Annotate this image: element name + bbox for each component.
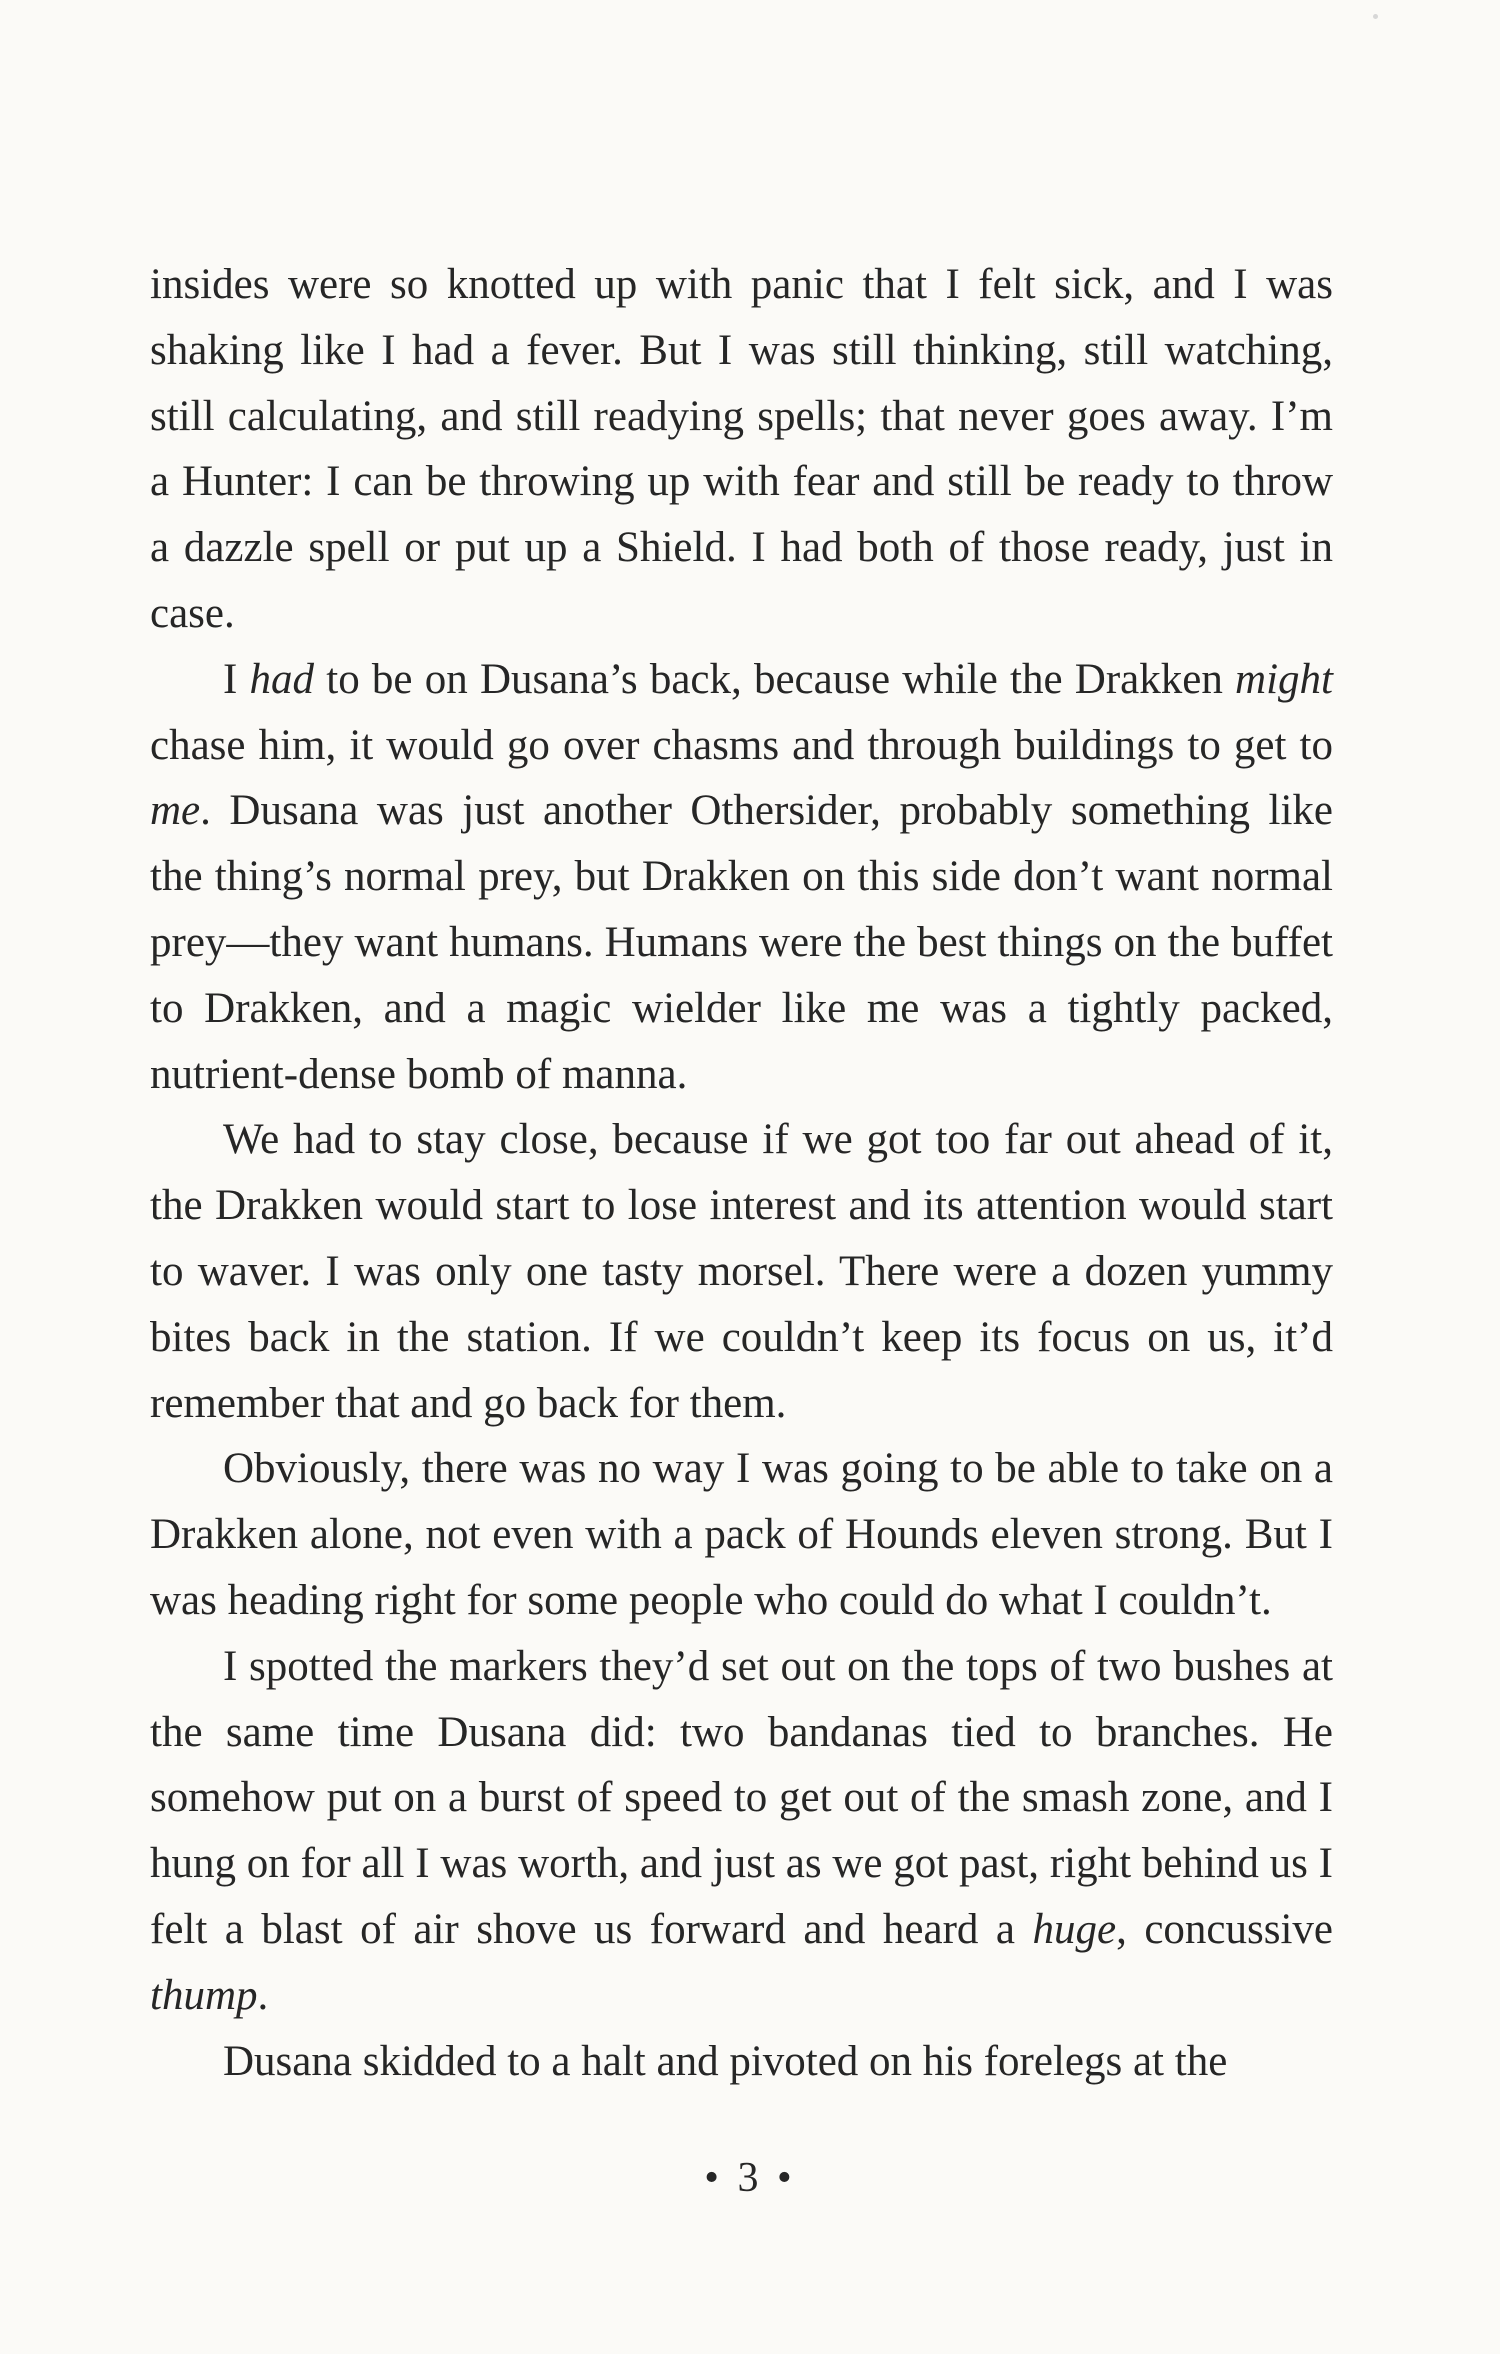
paragraph: [150, 1436, 1333, 1633]
italic-run: had: [249, 655, 315, 703]
italic-run: me: [150, 787, 201, 835]
paragraph: [150, 1107, 1333, 1436]
body-text: [150, 252, 1333, 2094]
italic-run: thump: [150, 1971, 258, 2019]
italic-run: huge: [1032, 1905, 1117, 1953]
text-run: to be on Dusana’s back, because while the Drakken: [314, 655, 1236, 703]
scan-speck: [1373, 14, 1378, 19]
text-run: . Dusana was just another Othersider, probably something like the thing’s normal prey, but Drakken on this side don’t want normal prey—they want humans. Humans were the best things on the buffet to Drakken, and a magic wielder like me was a tightly packed, nutrient-dense bomb of manna.: [150, 787, 1333, 1098]
text-run: Dusana skidded to a halt and pivoted on his forelegs at the: [223, 2037, 1228, 2085]
text-run: .: [257, 1971, 269, 2019]
paragraph: [150, 1634, 1333, 2029]
paragraph: [150, 647, 1333, 1108]
text-run: chase him, it would go over chasms and through buildings to get to: [150, 721, 1333, 769]
paragraph: [150, 252, 1333, 647]
text-run: I: [223, 655, 250, 703]
text-run: , concussive: [1116, 1905, 1333, 1953]
italic-run: might: [1235, 655, 1333, 703]
text-run: insides were so knotted up with panic that I felt sick, and I was shaking like I had a fever. But I was still thinking, still watching, still calculating, and still readying spells; that never goes away. I’m a Hunter: I can be throwing up with fear and still be ready to throw a dazzle spell or put up a Shield. I had both of those ready, just in case.: [150, 261, 1333, 637]
text-run: Obviously, there was no way I was going to be able to take on a Drakken alone, not even with a pack of Hounds eleven strong. But I was heading right for some people who could do what I couldn’t.: [150, 1445, 1333, 1624]
text-run: We had to stay close, because if we got too far out ahead of it, the Drakken would start to lose interest and its attention would start to waver. I was only one tasty morsel. There were a dozen yummy bites back in the station. If we couldn’t keep its focus on us, it’d remember that and go back for them.: [150, 1116, 1333, 1427]
paragraph: [150, 2029, 1333, 2095]
page-number: • 3 •: [704, 2155, 796, 2201]
text-run: I spotted the markers they’d set out on the tops of two bushes at the same time Dusana did: two bandanas tied to branches. He somehow put on a burst of speed to get out of the smash zone, and I hung on for all I was worth, and just as we got past, right behind us I felt a blast of air shove us forward and heard a: [150, 1642, 1333, 1953]
